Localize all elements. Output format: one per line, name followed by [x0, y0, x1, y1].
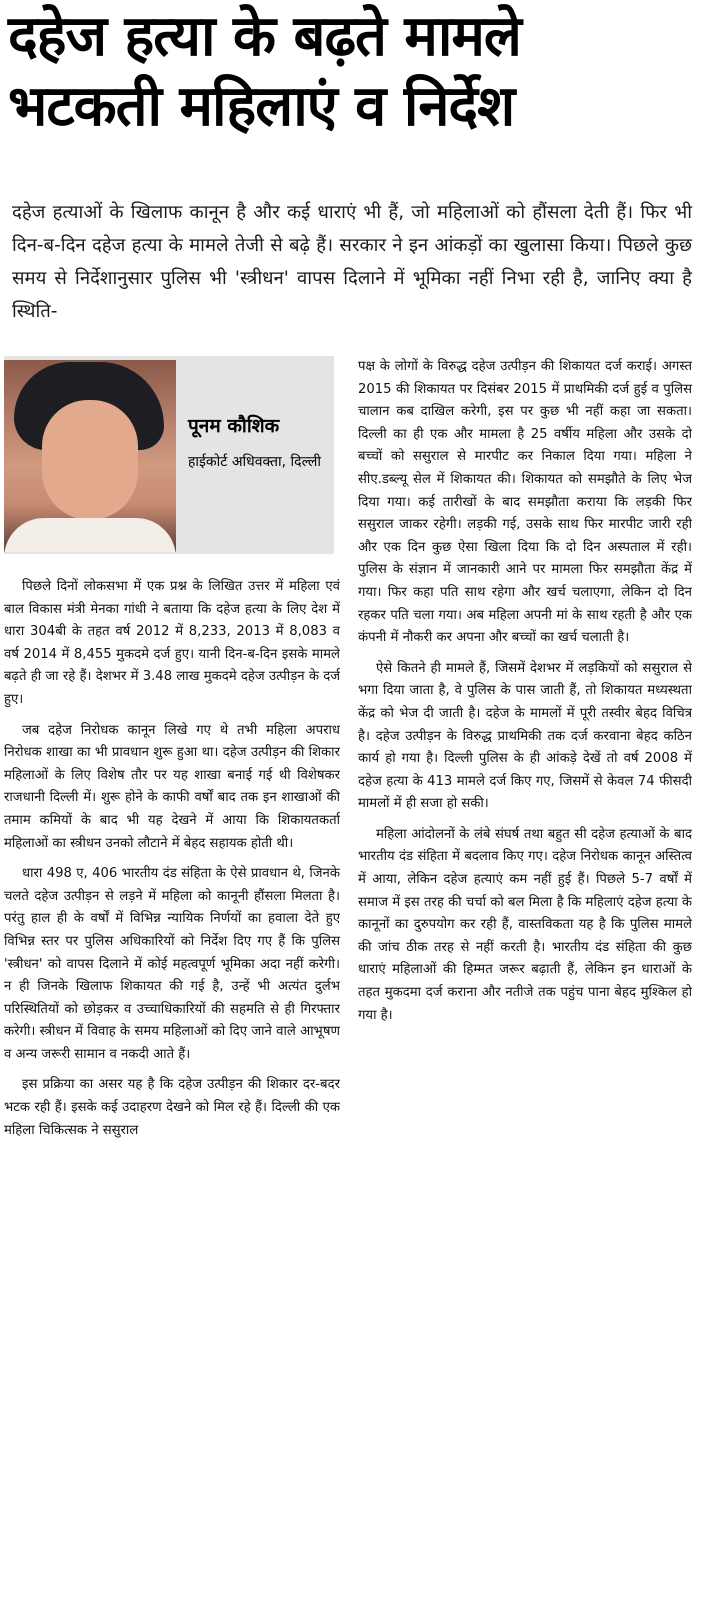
- author-photo: [4, 360, 176, 552]
- intro-paragraph: दहेज हत्याओं के खिलाफ कानून है और कई धाराएं भी हैं, जो महिलाओं को हौंसला देती हैं। फिर भी दिन-ब-दिन दहेज हत्या के मामले तेजी से बढ़े हैं। सरकार ने इन आंकड़ों का खुलासा किया। पिछले कुछ समय से निर्देशानुसार पुलिस भी 'स्त्रीधन' वापस दिलाने में भूमिका नहीं निभा रही है, जानिए क्या है स्थिति-: [12, 202, 692, 322]
- left-column: [4, 356, 340, 1600]
- left-paragraph-2: जब दहेज निरोधक कानून लिखे गए थे तभी महिला अपराध निरोधक शाखा का भी प्रावधान शुरू हुआ था। दहेज उत्पीड़न की शिकार महिलाओं के लिए विशेष तौर पर यह शाखा बनाई गई थी विशेषकर राजधानी दिल्ली में। शुरू होने के काफी वर्षों बाद तक इन शाखाओं की तमाम कमियों के बाद भी यह देखने में आया कि शिकायतकर्ता महिलाओं का स्त्रीधन उनको लौटाने में बेहद सहायक होती थी।: [4, 722, 340, 851]
- right-paragraph-1: पक्ष के लोगों के विरुद्ध दहेज उत्पीड़न की शिकायत दर्ज कराई। अगस्त 2015 की शिकायत पर दिसंबर 2015 में प्राथमिकी दर्ज हुई व पुलिस चालान कब दाखिल करेगी, इस पर कुछ भी नहीं कहा जा सकता। दिल्ली का ही एक और मामला है 25 वर्षीय महिला और उसके दो बच्चों को ससुराल से मारपीट कर निकाल दिया गया। महिला ने सीए.डब्ल्यू सेल में शिकायत की। शिकायत को समझौते के लिए भेज दिया गया। कई तारीखों के बाद समझौता कराया कि लड़की फिर ससुराल जाकर रहेगी। लड़की गई, उसके साथ फिर मारपीट जारी रही और एक दिन कुछ ऐसा खिला दिया कि दो दिन अस्पताल में रही। पुलिस के संज्ञान में जानकारी आने पर मामला फिर समझौता केंद्र में गया। फिर कहा पति साथ रहेगा और खर्च चलाएगा, लेकिन दो दिन रहकर पति चला गया। अब महिला अपनी मां के साथ रहती है और एक कंपनी में नौकरी कर अपना और बच्चों का खर्च चलाती है।: [358, 359, 692, 646]
- left-paragraph-3: धारा 498 ए, 406 भारतीय दंड संहिता के ऐसे प्रावधान थे, जिनके चलते दहेज उत्पीड़न से लड़ने में महिला को कानूनी हौंसला मिलता है। परंतु हाल ही के वर्षों में विभिन्न न्यायिक निर्णयों का हवाला देते हुए विभिन्न स्तर पर पुलिस अधिकारियों को निर्देश दिए गए हैं कि पुलिस 'स्त्रीधन' को वापस दिलाने में कोई महत्वपूर्ण भूमिका अदा नहीं करेगी। न ही जिनके खिलाफ शिकायत की गई है, उन्हें भी अत्यंत दुर्लभ परिस्थितियों को छोड़कर व उच्चाधिकारियों की सहमति से ही गिरफ्तार करेगी। स्त्रीधन में विवाह के समय महिलाओं को दिए जाने वाले आभूषण व अन्य जरूरी सामान व नकदी आते हैं।: [4, 866, 340, 1062]
- left-paragraph-4: इस प्रक्रिया का असर यह है कि दहेज उत्पीड़न की शिकार दर-बदर भटक रही हैं। इसके कई उदाहरण देखने को मिल रहे हैं। दिल्ली की एक महिला चिकित्सक ने ससुराल: [4, 1077, 340, 1138]
- left-paragraph-1: पिछले दिनों लोकसभा में एक प्रश्न के लिखित उत्तर में महिला एवं बाल विकास मंत्री मेनका गांधी ने बताया कि दहेज हत्या के लिए देश में धारा 304बी के तहत वर्ष 2012 में 8,233, 2013 में 8,083 व वर्ष 2014 में 8,455 मुकदमे दर्ज हुए। यानी दिन-ब-दिन इसके मामले बढ़ते ही जा रहे हैं। देशभर में 3.48 लाख मुकदमे दहेज उत्पीड़न के दर्ज हुए।: [4, 579, 340, 707]
- right-paragraph-3: महिला आंदोलनों के लंबे संघर्ष तथा बहुत सी दहेज हत्याओं के बाद भारतीय दंड संहिता में बदलाव किए गए। दहेज निरोधक कानून अस्तित्व में आया, लेकिन दहेज हत्याएं कम नहीं हुई हैं। पिछले 5-7 वर्षों में समाज में इस तरह की चर्चा को बल मिला है कि महिलाएं दहेज हत्या के कानूनों का दुरुपयोग कर रही हैं, वास्तविकता यह है कि पुलिस मामले की जांच ठीक तरह से नहीं करती है। भारतीय दंड संहिता की कुछ धाराएं महिलाओं की हिम्मत जरूर बढ़ाती हैं, लेकिन इन धाराओं के तहत मुकदमा दर्ज कराना और नतीजे तक पहुंच पाना बेहद मुश्किल हो गया है।: [358, 826, 692, 1023]
- headline-line-2: भटकती महिलाएं व निर्देश: [8, 74, 515, 139]
- right-column: [358, 356, 692, 1600]
- headline-line-1: दहेज हत्या के बढ़ते मामले: [8, 4, 521, 69]
- author-title: हाईकोर्ट अधिवक्ता, दिल्ली: [188, 454, 322, 470]
- right-paragraph-2: ऐसे कितने ही मामले हैं, जिसमें देशभर में लड़कियों को ससुराल से भगा दिया जाता है, वे पुलिस के पास जाती हैं, तो शिकायत मध्यस्थता केंद्र को भेज दी जाती है। दहेज के मामलों में पूरी तस्वीर बेहद विचित्र है। दहेज उत्पीड़न के विरुद्ध प्राथमिकी तक दर्ज करवाना बेहद कठिन कार्य हो गया है। दिल्ली पुलिस के ही आंकड़े देखें तो वर्ष 2008 में दहेज हत्या के 413 मामले दर्ज किए गए, जिसमें से केवल 74 फीसदी मामलों में ही सजा हो सकी।: [358, 660, 692, 812]
- author-box: [4, 356, 334, 554]
- author-name: पूनम कौशिक: [188, 415, 280, 437]
- headline: [8, 2, 698, 142]
